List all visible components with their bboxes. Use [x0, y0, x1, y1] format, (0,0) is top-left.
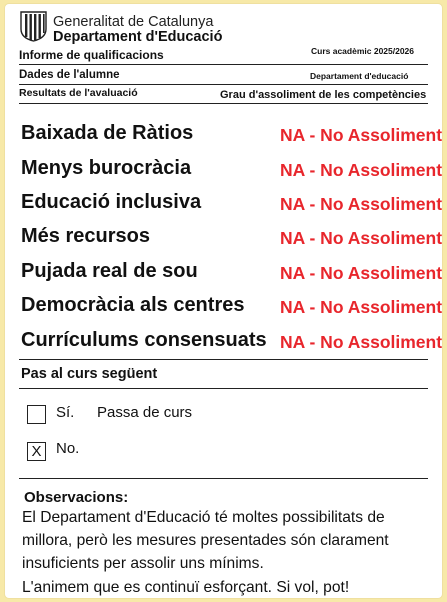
student-section-label: Dades de l'alumne	[19, 69, 120, 81]
subject-label: Pujada real de sou	[21, 260, 198, 282]
divider	[19, 478, 428, 479]
subject-label: Democràcia als centres	[21, 294, 245, 316]
promotion-yes-label: Sí.	[56, 404, 75, 421]
student-department: Departament d'educació	[310, 71, 409, 81]
subject-label: Més recursos	[21, 225, 150, 247]
subject-label: Menys burocràcia	[21, 157, 192, 179]
subject-label: Baixada de Ràtios	[21, 122, 194, 144]
divider	[19, 388, 428, 389]
observation-line: L'animem que es continuï esforçant. Si vol, pot!	[22, 579, 350, 596]
grade-header: Grau d'assoliment de les competències	[220, 89, 427, 101]
divider	[19, 64, 428, 65]
promotion-yes-detail: Passa de curs	[97, 404, 193, 421]
promotion-no-checkbox[interactable]: X	[27, 442, 46, 461]
document-title: Informe de qualificacions	[19, 48, 164, 62]
grade-value: NA - No Assoliment	[280, 228, 443, 248]
observations-title: Observacions:	[24, 489, 129, 506]
subject-label: Currículums consensuats	[21, 329, 267, 351]
results-section-label: Resultats de l'avaluació	[19, 87, 138, 99]
promotion-no-label: No.	[56, 440, 80, 457]
divider	[19, 84, 428, 85]
department-name: Departament d'Educació	[53, 29, 223, 45]
grade-value: NA - No Assoliment	[280, 194, 443, 214]
promotion-title: Pas al curs següent	[21, 366, 158, 382]
catalan-senyera-logo-icon	[19, 11, 48, 42]
promotion-yes-checkbox[interactable]	[27, 405, 46, 424]
report-sheet	[4, 3, 443, 599]
grade-value: NA - No Assoliment	[280, 160, 443, 180]
observation-line: millora, però les mesures presentades són clarament	[22, 532, 389, 549]
grade-value: NA - No Assoliment	[280, 332, 443, 352]
divider	[19, 359, 428, 360]
observation-line: El Departament d'Educació té moltes possibilitats de	[22, 509, 385, 526]
grade-value: NA - No Assoliment	[280, 263, 443, 283]
observation-line: insuficients per assolir uns mínims.	[22, 555, 264, 572]
grade-value: NA - No Assoliment	[280, 125, 443, 145]
subject-label: Educació inclusiva	[21, 191, 202, 213]
course-year: Curs acadèmic 2025/2026	[311, 46, 415, 56]
grade-value: NA - No Assoliment	[280, 297, 443, 317]
org-name: Generalitat de Catalunya	[53, 14, 214, 30]
divider	[19, 103, 428, 104]
